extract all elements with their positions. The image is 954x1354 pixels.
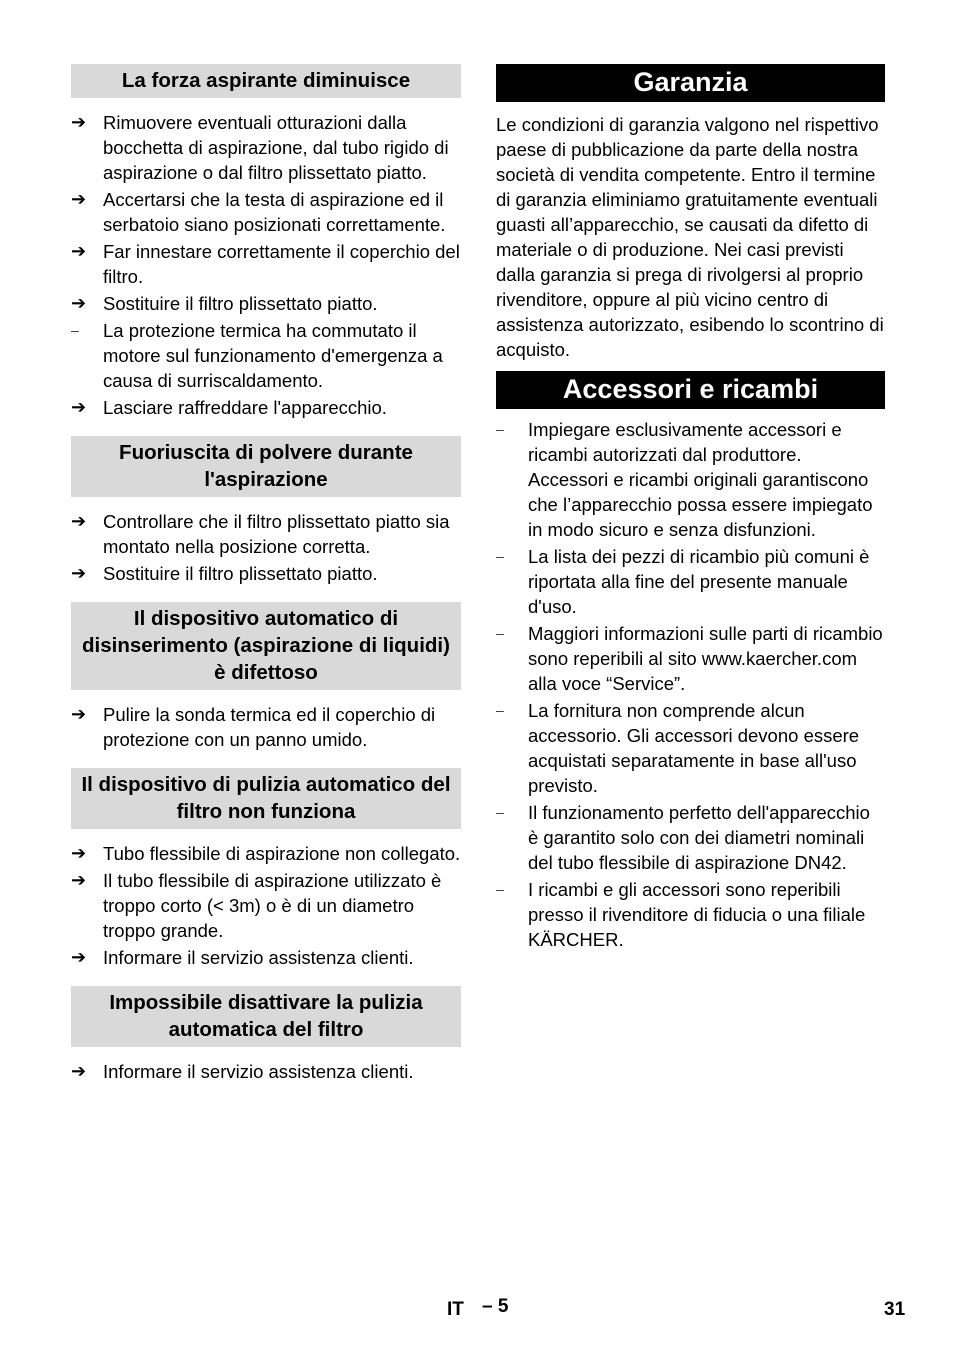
warranty-heading: Garanzia: [496, 64, 885, 102]
list-item: [496, 877, 885, 952]
list-item-text: Far innestare correttamente il coperchio del filtro.: [103, 241, 460, 287]
right-column: [496, 64, 885, 954]
list-item-text: La fornitura non comprende alcun accessorio. Gli accessori devono essere acquistati separatamente in base all'uso previsto.: [528, 700, 860, 796]
section-heading: La forza aspirante diminuisce: [71, 64, 461, 98]
arrow-bullet-icon: ➔: [71, 189, 87, 209]
troubleshooting-list: [71, 110, 461, 420]
section-heading: Il dispositivo automatico di disinserimento (aspirazione di liquidi) è difettoso: [71, 602, 461, 690]
dash-bullet-icon: –: [496, 881, 504, 897]
list-item-text: Tubo flessibile di aspirazione non collegato.: [103, 843, 461, 864]
list-item-text: Lasciare raffreddare l'apparecchio.: [103, 397, 387, 418]
arrow-bullet-icon: ➔: [71, 947, 87, 967]
footer-language: IT: [447, 1299, 464, 1320]
list-item-text: Accertarsi che la testa di aspirazione ed il serbatoio siano posizionati correttamente.: [103, 189, 446, 235]
arrow-bullet-icon: ➔: [71, 293, 87, 313]
list-item: [71, 110, 461, 185]
dash-bullet-icon: –: [496, 804, 504, 820]
troubleshooting-list: [71, 1059, 461, 1084]
section-heading: Impossibile disattivare la pulizia automatica del filtro: [71, 986, 461, 1047]
list-item: [71, 509, 461, 559]
list-item-text: Sostituire il filtro plissettato piatto.: [103, 563, 378, 584]
arrow-bullet-icon: ➔: [71, 112, 87, 132]
list-item-text: Il tubo flessibile di aspirazione utilizzato è troppo corto (< 3m) o è di un diametro troppo grande.: [103, 870, 442, 941]
arrow-bullet-icon: ➔: [71, 843, 87, 863]
list-item-text: Il funzionamento perfetto dell'apparecchio è garantito solo con dei diametri nominali del tubo flessibile di aspirazione DN42.: [528, 802, 870, 873]
list-item-text: Pulire la sonda termica ed il coperchio di protezione con un panno umido.: [103, 704, 436, 750]
footer-page-number: 31: [884, 1299, 906, 1320]
list-item: [496, 621, 885, 696]
list-item: [71, 1059, 461, 1084]
list-item-text: Impiegare esclusivamente accessori e ricambi autorizzati dal produttore. Accessori e ricambi originali garantiscono che l’apparecchio possa essere impiegato in modo sicuro e senza disfunzioni.: [528, 419, 873, 540]
troubleshooting-list: [71, 509, 461, 586]
list-item-text: Informare il servizio assistenza clienti.: [103, 1061, 414, 1082]
list-item: [71, 841, 461, 866]
section-heading: Fuoriuscita di polvere durante l'aspirazione: [71, 436, 461, 497]
section-heading: Il dispositivo di pulizia automatico del filtro non funziona: [71, 768, 461, 829]
list-item-text: I ricambi e gli accessori sono reperibili presso il rivenditore di fiducia o una filiale KÄRCHER.: [528, 879, 866, 950]
list-item: [496, 698, 885, 798]
arrow-bullet-icon: ➔: [71, 1061, 87, 1081]
troubleshooting-list: [71, 702, 461, 752]
accessories-heading: Accessori e ricambi: [496, 371, 885, 409]
list-item-text: La protezione termica ha commutato il motore sul funzionamento d'emergenza a causa di surriscaldamento.: [103, 320, 443, 391]
arrow-bullet-icon: ➔: [71, 241, 87, 261]
dash-bullet-icon: –: [496, 625, 504, 641]
list-item: [71, 187, 461, 237]
arrow-bullet-icon: ➔: [71, 511, 87, 531]
list-item: [71, 291, 461, 316]
list-item-text: Controllare che il filtro plissettato piatto sia montato nella posizione corretta.: [103, 511, 450, 557]
list-item-text: Rimuovere eventuali otturazioni dalla bocchetta di aspirazione, dal tubo rigido di aspirazione o dal filtro plissettato piatto.: [103, 112, 449, 183]
dash-bullet-icon: –: [496, 548, 504, 564]
list-item: [496, 417, 885, 542]
left-column: [71, 64, 461, 1086]
list-item: [71, 945, 461, 970]
arrow-bullet-icon: ➔: [71, 704, 87, 724]
dash-bullet-icon: –: [496, 421, 504, 437]
list-item: [71, 239, 461, 289]
troubleshooting-list: [71, 841, 461, 970]
dash-bullet-icon: –: [496, 702, 504, 718]
arrow-bullet-icon: ➔: [71, 870, 87, 890]
list-item: [71, 561, 461, 586]
dash-bullet-icon: –: [71, 322, 79, 338]
arrow-bullet-icon: ➔: [71, 397, 87, 417]
list-item-text: Sostituire il filtro plissettato piatto.: [103, 293, 378, 314]
list-item: [496, 544, 885, 619]
list-item: [71, 395, 461, 420]
footer-section-page: – 5: [482, 1296, 509, 1317]
accessories-list: [496, 417, 885, 952]
list-item-text: La lista dei pezzi di ricambio più comuni è riportata alla fine del presente manuale d'uso.: [528, 546, 870, 617]
list-item: [71, 868, 461, 943]
warranty-text: Le condizioni di garanzia valgono nel rispettivo paese di pubblicazione da parte della nostra società di vendita competente. Entro il termine di garanzia eliminiamo gratuitamente eventuali guasti all’apparecchio, se causati da difetto di materiale o di produzione. Nei casi previsti dalla garanzia si prega di rivolgersi al proprio rivenditore, oppure al più vicino centro di assistenza autorizzato, esibendo lo scontrino di acquisto.: [496, 114, 884, 360]
list-item: [71, 318, 461, 393]
list-item-text: Informare il servizio assistenza clienti.: [103, 947, 414, 968]
arrow-bullet-icon: ➔: [71, 563, 87, 583]
list-item-text: Maggiori informazioni sulle parti di ricambio sono reperibili al sito www.kaercher.com alla voce “Service”.: [528, 623, 883, 694]
list-item: [71, 702, 461, 752]
list-item: [496, 800, 885, 875]
